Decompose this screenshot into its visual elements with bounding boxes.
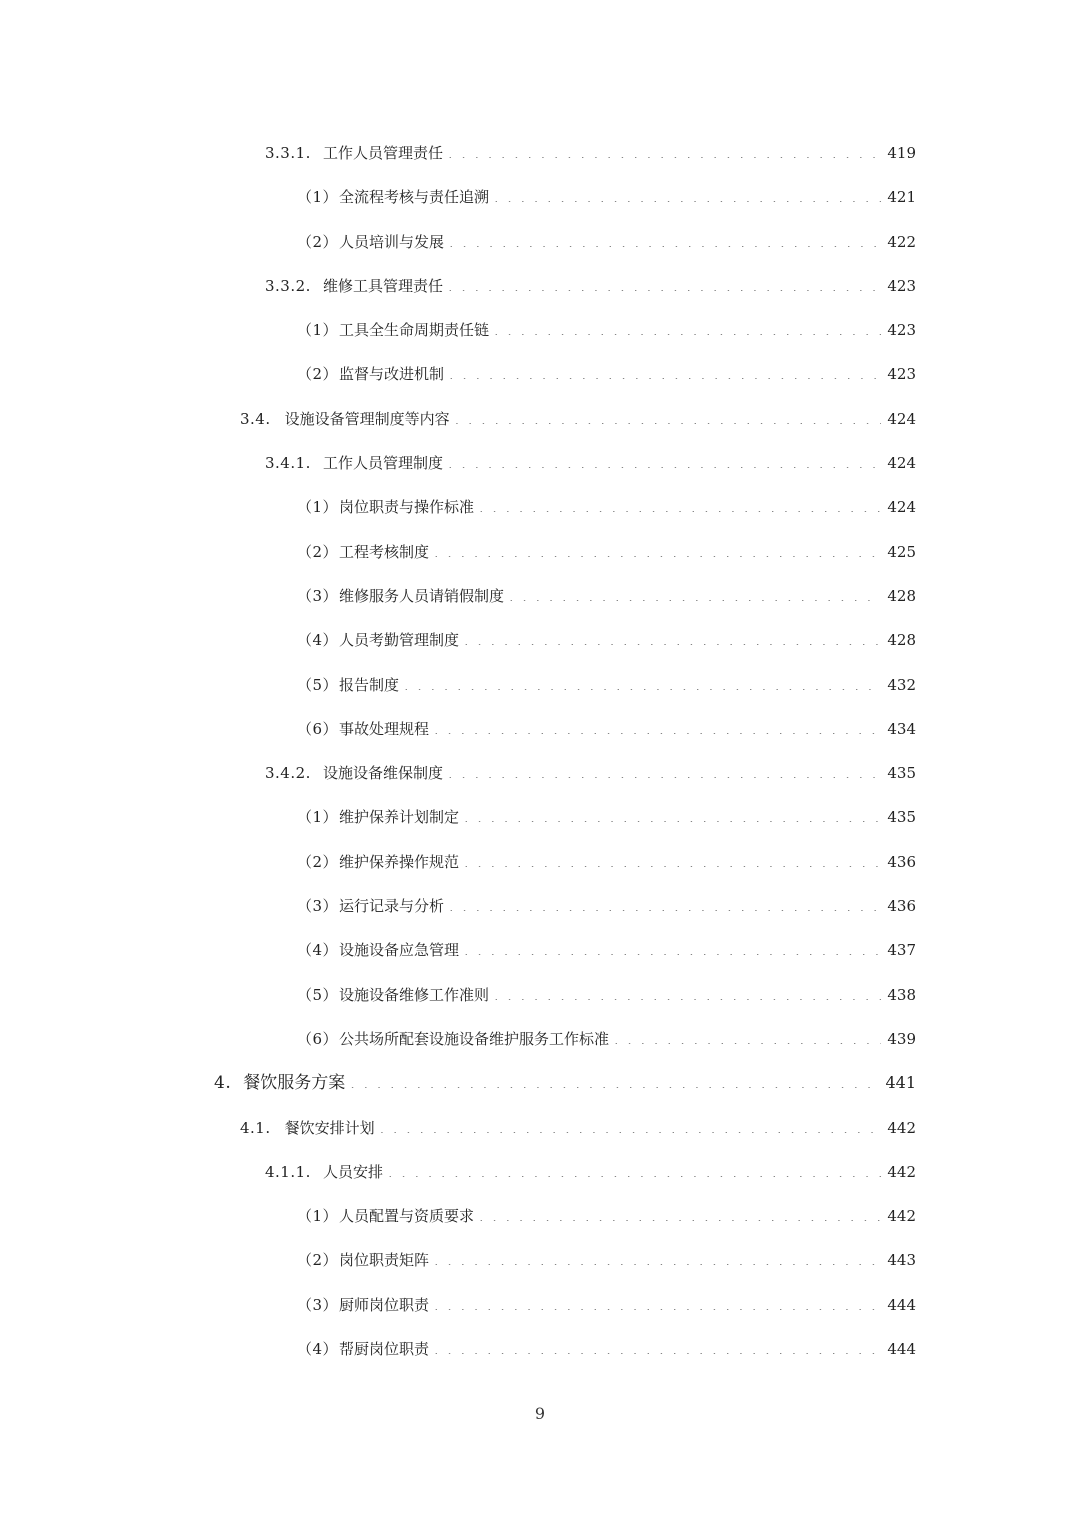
dot-leader	[463, 866, 881, 867]
toc-entry-title: 监督与改进机制	[339, 365, 445, 384]
toc-entry-page: 428	[887, 586, 916, 605]
toc-entry[interactable]	[0, 175, 1080, 219]
toc-entry-page: 439	[887, 1029, 916, 1048]
toc-entry-number: （2）	[297, 1251, 339, 1270]
dot-leader	[403, 689, 881, 690]
dot-leader	[493, 334, 881, 335]
dot-leader	[447, 777, 881, 778]
toc-entry[interactable]	[0, 663, 1080, 707]
toc-entry-title: 人员培训与发展	[339, 232, 445, 251]
toc-entry[interactable]	[0, 1061, 1080, 1105]
dot-leader	[433, 1353, 881, 1354]
toc-entry-title: 设施设备维保制度	[322, 764, 443, 783]
toc-entry-page: 432	[887, 675, 916, 694]
toc-entry[interactable]	[0, 397, 1080, 441]
toc-entry-page: 423	[887, 276, 916, 295]
toc-entry-page: 437	[887, 941, 916, 960]
dot-leader	[379, 1132, 882, 1133]
table-of-contents	[0, 131, 1080, 1371]
toc-entry-title: 工具全生命周期责任链	[339, 321, 490, 340]
dot-leader	[454, 423, 882, 424]
dot-leader	[448, 378, 881, 379]
toc-entry-number: （6）	[297, 1029, 339, 1048]
toc-entry-page: 419	[887, 144, 916, 162]
toc-entry[interactable]	[0, 795, 1080, 839]
toc-entry-title: 维护保养操作规范	[339, 852, 460, 871]
toc-entry-title: 工作人员管理责任	[322, 144, 443, 162]
dot-leader	[463, 954, 881, 955]
toc-entry-title: 维修服务人员请销假制度	[339, 586, 505, 605]
toc-entry-number: （4）	[297, 941, 339, 960]
dot-leader	[508, 600, 881, 601]
toc-entry-number: 4.1.	[240, 1118, 271, 1137]
toc-entry-number: （1）	[297, 188, 339, 207]
dot-leader	[433, 556, 881, 557]
toc-entry-title: 工程考核制度	[339, 542, 430, 561]
dot-leader	[463, 644, 881, 645]
dot-leader	[478, 1220, 881, 1221]
toc-entry-title: 维护保养计划制定	[339, 808, 460, 827]
dot-leader	[447, 290, 881, 291]
toc-entry-title: 公共场所配套设施设备维护服务工作标准	[339, 1029, 610, 1048]
dot-leader	[463, 821, 881, 822]
toc-entry[interactable]	[0, 751, 1080, 795]
toc-entry-number: 3.4.1.	[265, 454, 311, 473]
toc-entry-page: 424	[887, 498, 916, 517]
toc-entry-page: 428	[887, 631, 916, 650]
toc-entry[interactable]	[0, 574, 1080, 618]
toc-entry[interactable]	[0, 1194, 1080, 1238]
toc-entry[interactable]	[0, 707, 1080, 751]
toc-entry-page: 435	[887, 764, 916, 783]
toc-entry[interactable]	[0, 1150, 1080, 1194]
toc-entry-page: 421	[887, 188, 916, 207]
toc-entry[interactable]	[0, 928, 1080, 972]
toc-entry-title: 餐饮服务方案	[243, 1073, 346, 1094]
toc-entry-title: 事故处理规程	[339, 719, 430, 738]
page-number: 9	[534, 1404, 546, 1423]
toc-entry-number: （3）	[297, 586, 339, 605]
toc-entry-number: 3.3.1.	[265, 144, 311, 162]
toc-entry[interactable]	[0, 308, 1080, 352]
toc-entry[interactable]	[0, 485, 1080, 529]
toc-entry-number: （1）	[297, 808, 339, 827]
toc-entry-number: （4）	[297, 631, 339, 650]
toc-entry-page: 423	[887, 365, 916, 384]
toc-entry-number: （2）	[297, 852, 339, 871]
toc-entry-title: 全流程考核与责任追溯	[339, 188, 490, 207]
toc-entry-number: 3.3.2.	[265, 276, 311, 295]
dot-leader	[478, 511, 881, 512]
dot-leader	[448, 246, 881, 247]
toc-entry[interactable]	[0, 441, 1080, 485]
toc-entry[interactable]	[0, 220, 1080, 264]
dot-leader	[493, 999, 881, 1000]
toc-entry-title: 厨师岗位职责	[339, 1295, 430, 1314]
toc-entry-page: 436	[887, 897, 916, 916]
toc-entry-number: 3.4.2.	[265, 764, 311, 783]
toc-entry[interactable]	[0, 840, 1080, 884]
toc-entry[interactable]	[0, 1327, 1080, 1371]
dot-leader	[447, 467, 881, 468]
toc-entry-title: 运行记录与分析	[339, 897, 445, 916]
toc-entry-title: 帮厨岗位职责	[339, 1340, 430, 1359]
toc-entry-page: 434	[887, 719, 916, 738]
dot-leader	[387, 1176, 881, 1177]
dot-leader	[433, 733, 881, 734]
toc-entry-number: （5）	[297, 985, 339, 1004]
toc-entry-number: （2）	[297, 232, 339, 251]
toc-entry-page: 423	[887, 321, 916, 340]
toc-entry-number: （4）	[297, 1340, 339, 1359]
dot-leader	[448, 910, 881, 911]
toc-entry-number: （3）	[297, 1295, 339, 1314]
toc-entry-number: （1）	[297, 1207, 339, 1226]
toc-entry-page: 436	[887, 852, 916, 871]
dot-leader	[493, 201, 881, 202]
toc-entry[interactable]	[0, 530, 1080, 574]
toc-entry-number: 4.1.1.	[265, 1162, 311, 1181]
toc-entry-number: 3.4.	[240, 409, 271, 428]
toc-entry[interactable]	[0, 973, 1080, 1017]
dot-leader	[349, 1087, 879, 1088]
toc-entry-page: 424	[887, 409, 916, 428]
dot-leader	[447, 157, 881, 158]
toc-entry-title: 设施设备应急管理	[339, 941, 460, 960]
toc-entry-title: 岗位职责矩阵	[339, 1251, 430, 1270]
toc-entry-title: 岗位职责与操作标准	[339, 498, 475, 517]
toc-entry-page: 442	[887, 1162, 916, 1181]
toc-entry[interactable]	[0, 264, 1080, 308]
toc-entry-title: 维修工具管理责任	[322, 276, 443, 295]
toc-entry[interactable]	[0, 1283, 1080, 1327]
toc-entry-page: 438	[887, 985, 916, 1004]
toc-entry-page: 443	[887, 1251, 916, 1270]
toc-entry[interactable]	[0, 884, 1080, 928]
toc-entry-page: 424	[887, 454, 916, 473]
toc-entry-title: 人员配置与资质要求	[339, 1207, 475, 1226]
toc-entry-title: 人员考勤管理制度	[339, 631, 460, 650]
dot-leader	[433, 1264, 881, 1265]
toc-entry-number: （2）	[297, 365, 339, 384]
toc-entry-page: 425	[887, 542, 916, 561]
toc-entry-number: （1）	[297, 321, 339, 340]
dot-leader	[613, 1043, 881, 1044]
toc-entry-title: 报告制度	[339, 675, 400, 694]
toc-entry-page: 422	[887, 232, 916, 251]
toc-entry-page: 444	[887, 1295, 916, 1314]
toc-entry-number: （2）	[297, 542, 339, 561]
toc-entry-number: （5）	[297, 675, 339, 694]
toc-entry-number: （1）	[297, 498, 339, 517]
toc-entry-number: （3）	[297, 897, 339, 916]
toc-entry-number: 4.	[214, 1073, 232, 1094]
toc-entry-number: （6）	[297, 719, 339, 738]
toc-entry-page: 441	[885, 1073, 916, 1093]
toc-entry-title: 餐饮安排计划	[284, 1118, 375, 1137]
toc-entry-page: 435	[887, 808, 916, 827]
toc-entry-page: 444	[887, 1340, 916, 1359]
toc-entry-title: 工作人员管理制度	[322, 454, 443, 473]
toc-entry-page: 442	[887, 1207, 916, 1226]
toc-entry-title: 设施设备维修工作准则	[339, 985, 490, 1004]
toc-entry[interactable]	[0, 1017, 1080, 1061]
toc-entry[interactable]	[0, 352, 1080, 396]
toc-entry-title: 人员安排	[322, 1162, 383, 1181]
toc-entry-title: 设施设备管理制度等内容	[284, 409, 450, 428]
toc-entry[interactable]	[0, 1106, 1080, 1150]
toc-entry[interactable]	[0, 1238, 1080, 1282]
dot-leader	[433, 1309, 881, 1310]
toc-entry[interactable]	[0, 131, 1080, 175]
toc-entry-page: 442	[887, 1118, 916, 1137]
toc-entry[interactable]	[0, 618, 1080, 662]
